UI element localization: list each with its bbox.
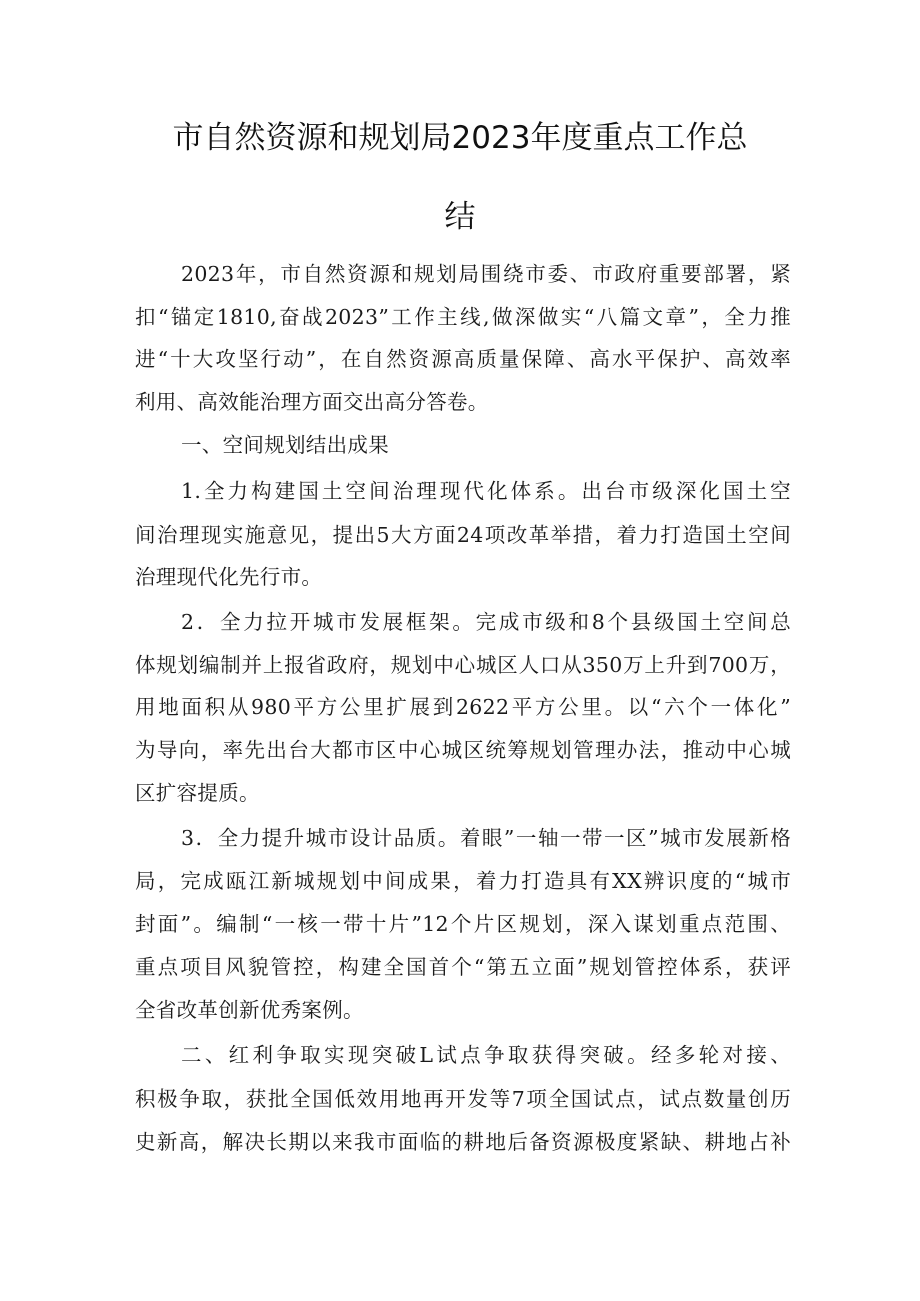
section-2-line-2: 积极争取，获批全国低效用地再开发等7项全国试点，试点数量创历 <box>135 1087 791 1111</box>
item-1-line-2: 间治理现实施意见，提出5大方面24项改革举措，着力打造国土空间 <box>135 523 791 547</box>
paragraph-intro-line-1: 2023年，市自然资源和规划局围绕市委、市政府重要部署，紧 <box>181 262 791 286</box>
item-2-line-4: 为导向，率先出台大都市区中心城区统筹规划管理办法，推动中心城 <box>135 738 791 762</box>
section-heading-1: 一、空间规划结出成果 <box>181 433 389 457</box>
item-2-line-5: 区扩容提质。 <box>135 781 260 805</box>
item-1-line-1: 1.全力构建国土空间治理现代化体系。出台市级深化国土空 <box>181 479 791 503</box>
item-3-line-2: 局，完成瓯江新城规划中间成果，着力打造具有XX辨识度的“城市 <box>135 869 791 893</box>
document-title-line-2: 结 <box>444 199 476 235</box>
item-3-line-1: 3．全力提升城市设计品质。着眼”一轴一带一区”城市发展新格 <box>181 826 791 850</box>
section-2-line-3: 史新高，解决长期以来我市面临的耕地后备资源极度紧缺、耕地占补 <box>135 1130 791 1154</box>
item-1-line-3: 治理现代化先行市。 <box>135 565 323 589</box>
item-2-line-3: 用地面积从980平方公里扩展到2622平方公里。以“六个一体化” <box>135 695 791 719</box>
item-2-line-2: 体规划编制并上报省政府，规划中心城区人口从350万上升到700万， <box>135 653 791 677</box>
item-3-line-4: 重点项目风貌管控，构建全国首个“第五立面”规划管控体系，获评 <box>135 955 791 979</box>
item-2-line-1: 2．全力拉开城市发展框架。完成市级和8个县级国土空间总 <box>181 610 791 634</box>
section-heading-2-line-1: 二、红利争取实现突破L试点争取获得突破。经多轮对接、 <box>181 1043 791 1067</box>
document-title-line-1: 市自然资源和规划局2023年度重点工作总 <box>172 120 748 156</box>
item-3-line-3: 封面”。编制“一核一带十片”12个片区规划，深入谋划重点范围、 <box>135 912 791 936</box>
paragraph-intro-line-2: 扣“锚定1810,奋战2023”工作主线,做深做实“八篇文章”，全力推 <box>135 305 791 329</box>
paragraph-intro-line-4: 利用、高效能治理方面交出高分答卷。 <box>135 390 489 414</box>
item-3-line-5: 全省改革创新优秀案例。 <box>135 998 364 1022</box>
paragraph-intro-line-3: 进“十大攻坚行动”，在自然资源高质量保障、高水平保护、高效率 <box>135 347 791 371</box>
